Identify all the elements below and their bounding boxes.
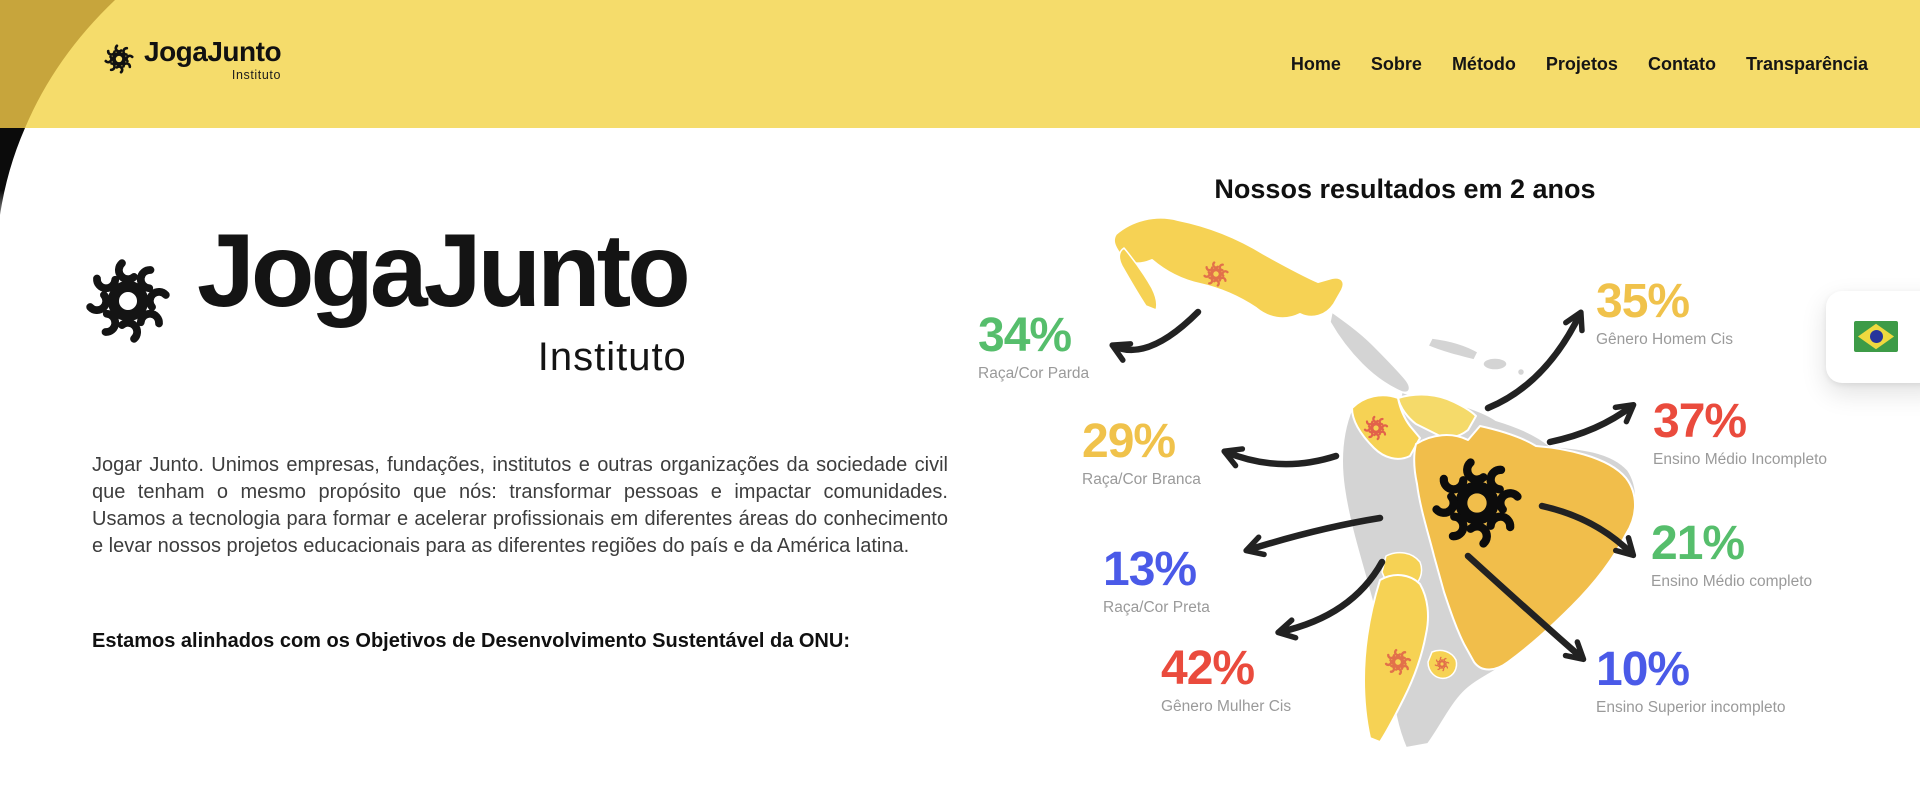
stat-label: Ensino Médio Incompleto bbox=[1653, 451, 1828, 468]
hero-logo bbox=[85, 213, 687, 380]
hero-brand-subtitle: Instituto bbox=[537, 334, 687, 379]
stat-raca-parda bbox=[978, 309, 1090, 382]
stat-value: 21% bbox=[1651, 517, 1745, 570]
island-cuba bbox=[1428, 338, 1478, 360]
stat-genero-homem bbox=[1596, 275, 1733, 348]
stat-label: Raça/Cor Preta bbox=[1103, 599, 1210, 616]
stat-label: Raça/Cor Branca bbox=[1082, 471, 1201, 488]
stat-raca-branca bbox=[1082, 415, 1201, 488]
sun-logo-icon-large bbox=[85, 258, 171, 344]
results-title: Nossos resultados em 2 anos bbox=[1214, 174, 1596, 204]
hero-description: Jogar Junto. Unimos empresas, fundações, institutos e outras organizações da sociedade civil que tenham o mesmo propósito que nós: transformar pessoas e impactar comunidades. Usamos a tecnologia para formar e acelerar profissionais em diferentes áreas do conhecimento e levar nossos projetos educacionais para as diferentes regiões do país e da América latina. bbox=[92, 454, 948, 557]
nav-item-sobre[interactable]: Sobre bbox=[1370, 53, 1422, 74]
nav-item-transparencia[interactable]: Transparência bbox=[1745, 53, 1868, 74]
stat-value: 10% bbox=[1596, 643, 1690, 696]
flag-globe bbox=[1870, 330, 1883, 343]
stat-label: Gênero Homem Cis bbox=[1596, 331, 1733, 348]
nav-item-contato[interactable]: Contato bbox=[1647, 53, 1716, 74]
header-brand[interactable] bbox=[104, 38, 281, 82]
brazil-flag-icon bbox=[1854, 321, 1898, 352]
stat-label: Ensino Médio completo bbox=[1651, 573, 1813, 590]
stat-label: Gênero Mulher Cis bbox=[1161, 698, 1292, 715]
nav-item-metodo[interactable]: Método bbox=[1451, 53, 1516, 74]
sun-logo-icon bbox=[104, 44, 134, 74]
main-nav bbox=[1291, 0, 1868, 128]
stat-value: 37% bbox=[1653, 395, 1747, 448]
stat-value: 35% bbox=[1596, 275, 1690, 328]
stat-ensino-medio-completo bbox=[1651, 517, 1813, 590]
arrow-to-stat-37 bbox=[1550, 406, 1632, 442]
nav-item-home[interactable]: Home bbox=[1290, 53, 1341, 74]
stat-ensino-medio-incompleto bbox=[1653, 395, 1828, 468]
stat-value: 13% bbox=[1103, 543, 1197, 596]
stat-value: 34% bbox=[978, 309, 1072, 362]
arrow-to-stat-29 bbox=[1226, 452, 1336, 464]
hero-brand-name: JogaJunto bbox=[197, 213, 687, 329]
nav-item-projetos[interactable]: Projetos bbox=[1545, 53, 1618, 74]
stat-raca-preta bbox=[1103, 543, 1210, 616]
stat-label: Raça/Cor Parda bbox=[978, 365, 1090, 382]
corner-black-shape bbox=[0, 128, 25, 215]
island-hispaniola bbox=[1483, 358, 1507, 370]
stat-ensino-superior-incompleto bbox=[1596, 643, 1786, 716]
sdg-alignment-line: Estamos alinhados com os Objetivos de Desenvolvimento Sustentável da ONU: bbox=[92, 630, 850, 652]
country-mexico bbox=[1114, 218, 1344, 319]
stat-value: 29% bbox=[1082, 415, 1176, 468]
stat-genero-mulher bbox=[1161, 642, 1292, 715]
brand-name: JogaJunto bbox=[144, 36, 282, 67]
language-selector[interactable] bbox=[1826, 291, 1920, 383]
stat-value: 42% bbox=[1161, 642, 1255, 695]
brand-subtitle: Instituto bbox=[231, 68, 282, 82]
country-uruguay bbox=[1428, 650, 1457, 678]
arrow-to-stat-34 bbox=[1114, 312, 1198, 350]
stat-label: Ensino Superior incompleto bbox=[1596, 699, 1786, 716]
